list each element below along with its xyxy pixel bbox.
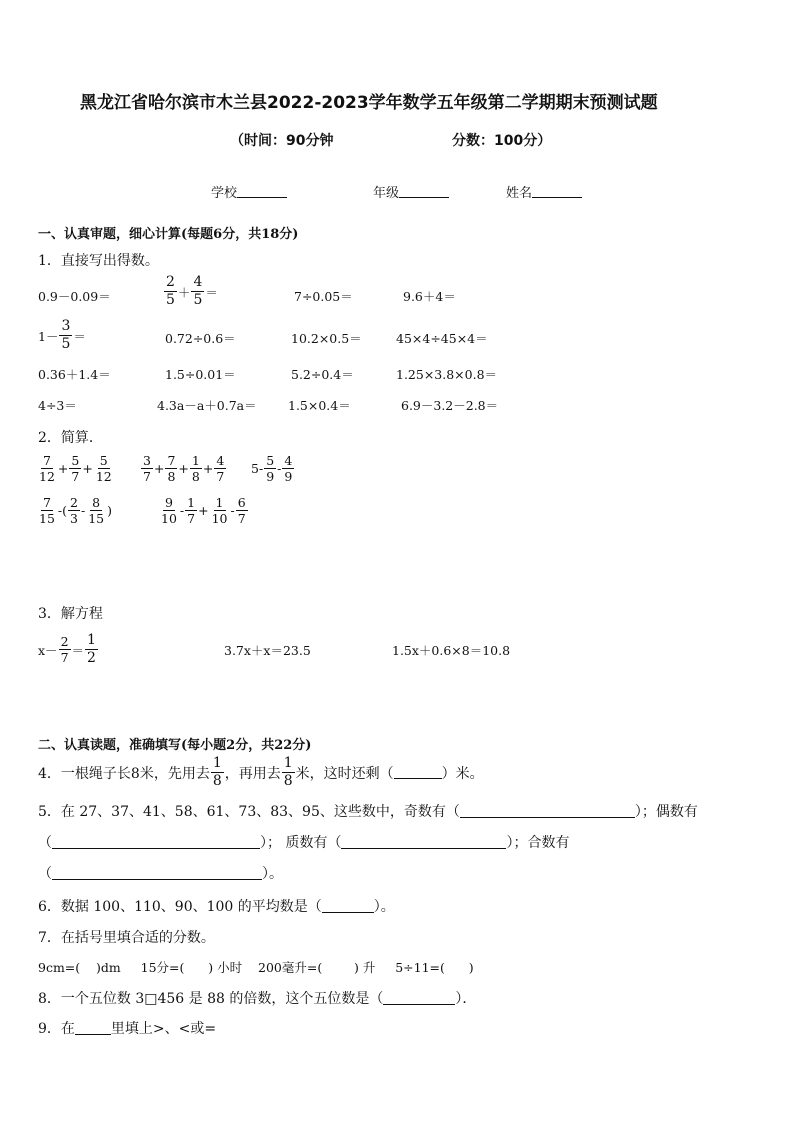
q2-expr-5: $\frac{9}{10}$ - $\frac{1}{7}$ + $\frac{1}{10}$ - $\frac{6}{7}$ xyxy=(161,495,246,526)
q1-r2-c: 10.2×0.5＝ xyxy=(291,331,362,346)
q8: 8．一个五位数 3□456 是 88 的倍数，这个五位数是（ ）． xyxy=(38,991,477,1007)
fraction: $\frac{5}{7}$ xyxy=(71,453,80,484)
q4-answer-blank[interactable] xyxy=(394,766,442,779)
q1-r3-a: 0.36＋1.4＝ xyxy=(38,367,111,382)
fraction: $\frac{1}{8}$ xyxy=(283,755,293,789)
grade-field[interactable] xyxy=(373,182,449,201)
fraction: $\frac{4}{7}$ xyxy=(216,453,225,484)
school-blank[interactable] xyxy=(237,185,287,198)
q1-r1-a: 0.9－0.09＝ xyxy=(38,289,111,304)
school-label: 学校 xyxy=(211,186,238,201)
q5-even-blank[interactable] xyxy=(52,836,260,849)
q1-r2-b: 0.72÷0.6＝ xyxy=(165,331,236,346)
q1-r2-a: 1－ $\frac{3}{5}$ ＝ xyxy=(38,318,86,352)
q4: 4．一根绳子长8米，先用去 $\frac{1}{8}$ ，再用去 $\frac{1}{8}$ 米，这时还剩（ ）米。 xyxy=(38,755,484,789)
fraction: $\frac{6}{7}$ xyxy=(237,495,246,526)
q9: 9．在 里填上>、<或= xyxy=(38,1021,217,1037)
fraction: $\frac{5}{12}$ xyxy=(95,453,112,484)
q1-r3-c: 5.2÷0.4＝ xyxy=(291,367,354,382)
fraction: $\frac{7}{8}$ xyxy=(167,453,176,484)
name-blank[interactable] xyxy=(532,185,582,198)
grade-blank[interactable] xyxy=(399,185,449,198)
q2-expr-2: $\frac{3}{7}$ + $\frac{7}{8}$ + $\frac{1}{8}$ + $\frac{4}{7}$ xyxy=(143,453,225,484)
score-label: 分数：100分） xyxy=(452,133,552,149)
q7-title: 7．在括号里填合适的分数。 xyxy=(38,930,215,946)
q1-r1-c: 7÷0.05＝ xyxy=(294,289,353,304)
q1-r2-d: 45×4÷45×4＝ xyxy=(396,331,488,346)
fraction: $\frac{3}{7}$ xyxy=(143,453,151,484)
q3-eq-1: x－ $\frac{2}{7}$ ＝ $\frac{1}{2}$ xyxy=(38,632,96,666)
q5-prime-blank[interactable] xyxy=(341,836,506,849)
q3-eq-3: 1.5x＋0.6×8＝10.8 xyxy=(392,643,511,658)
q5-line-1: 5．在 27、37、41、58、61、73、83、95、这些数中，奇数有（ ）；偶数有 xyxy=(38,804,698,820)
fraction: $\frac{1}{2}$ xyxy=(87,632,96,666)
page-title: 黑龙江省哈尔滨市木兰县2022-2023学年数学五年级第二学期期末预测试题 xyxy=(80,93,658,113)
fraction: $\frac{1}{8}$ xyxy=(212,755,222,789)
q6: 6．数据 100、110、90、100 的平均数是（ ）。 xyxy=(38,899,395,915)
fraction: $\frac{1}{10}$ xyxy=(211,495,228,526)
q1-r4-a: 4÷3＝ xyxy=(38,398,77,413)
q5-composite-blank[interactable] xyxy=(52,867,262,880)
q1-r4-c: 1.5×0.4＝ xyxy=(288,398,351,413)
fraction: $\frac{1}{7}$ xyxy=(187,495,196,526)
grade-label: 年级 xyxy=(373,186,400,201)
school-field[interactable] xyxy=(211,182,287,201)
q1-r3-b: 1.5÷0.01＝ xyxy=(165,367,236,382)
fraction: $\frac{2}{3}$ xyxy=(70,495,78,526)
fraction: $\frac{4}{5}$ xyxy=(193,274,203,308)
q2-expr-1: $\frac{7}{12}$ + $\frac{5}{7}$ + $\frac{5}{12}$ xyxy=(39,453,112,484)
q7-line: 9cm=( )dm 15分=( ) 小时 200毫升=( ) 升 5÷11=( ) xyxy=(38,960,474,975)
fraction: $\frac{8}{15}$ xyxy=(88,495,105,526)
fraction: $\frac{3}{5}$ xyxy=(61,318,71,352)
q2-title: 2．简算． xyxy=(38,430,103,446)
fraction: $\frac{7}{12}$ xyxy=(39,453,55,484)
q2-expr-3: 5- $\frac{5}{9}$ - $\frac{4}{9}$ xyxy=(251,453,293,484)
q3-eq-2: 3.7x＋x＝23.5 xyxy=(224,643,311,658)
fraction: $\frac{9}{10}$ xyxy=(161,495,177,526)
fraction: $\frac{1}{8}$ xyxy=(191,453,200,484)
fraction: $\frac{4}{9}$ xyxy=(284,453,293,484)
name-label: 姓名 xyxy=(506,186,533,201)
q5-line-2: （ ）； 质数有（ ）；合数有 xyxy=(38,835,570,851)
q5-line-3: （ ）。 xyxy=(38,866,283,882)
name-field[interactable] xyxy=(506,182,582,201)
q2-expr-4: $\frac{7}{15}$ -( $\frac{2}{3}$ - $\frac{8}{15}$ ) xyxy=(39,495,112,526)
q5-odd-blank[interactable] xyxy=(460,805,635,818)
q3-title: 3．解方程 xyxy=(38,606,103,622)
q1-r1-b: $\frac{2}{5}$ ＋ $\frac{4}{5}$ ＝ xyxy=(166,274,218,308)
q9-blank[interactable] xyxy=(75,1022,111,1035)
fraction: $\frac{5}{9}$ xyxy=(266,453,275,484)
q6-answer-blank[interactable] xyxy=(322,900,374,913)
fraction: $\frac{7}{15}$ xyxy=(39,495,55,526)
q1-r4-b: 4.3a－a＋0.7a＝ xyxy=(157,398,257,413)
fraction: $\frac{2}{5}$ xyxy=(166,274,175,308)
fraction: $\frac{2}{7}$ xyxy=(60,634,69,665)
q1-title: 1．直接写出得数。 xyxy=(38,253,159,269)
section1-heading: 一、认真审题，细心计算(每题6分，共18分) xyxy=(38,227,299,242)
q1-r1-d: 9.6＋4＝ xyxy=(403,289,456,304)
q1-r3-d: 1.25×3.8×0.8＝ xyxy=(396,367,498,382)
time-label: （时间：90分钟 xyxy=(230,133,334,149)
q8-answer-blank[interactable] xyxy=(383,992,455,1005)
q1-r4-d: 6.9－3.2－2.8＝ xyxy=(401,398,499,413)
section2-heading: 二、认真读题，准确填写(每小题2分，共22分) xyxy=(38,738,312,753)
